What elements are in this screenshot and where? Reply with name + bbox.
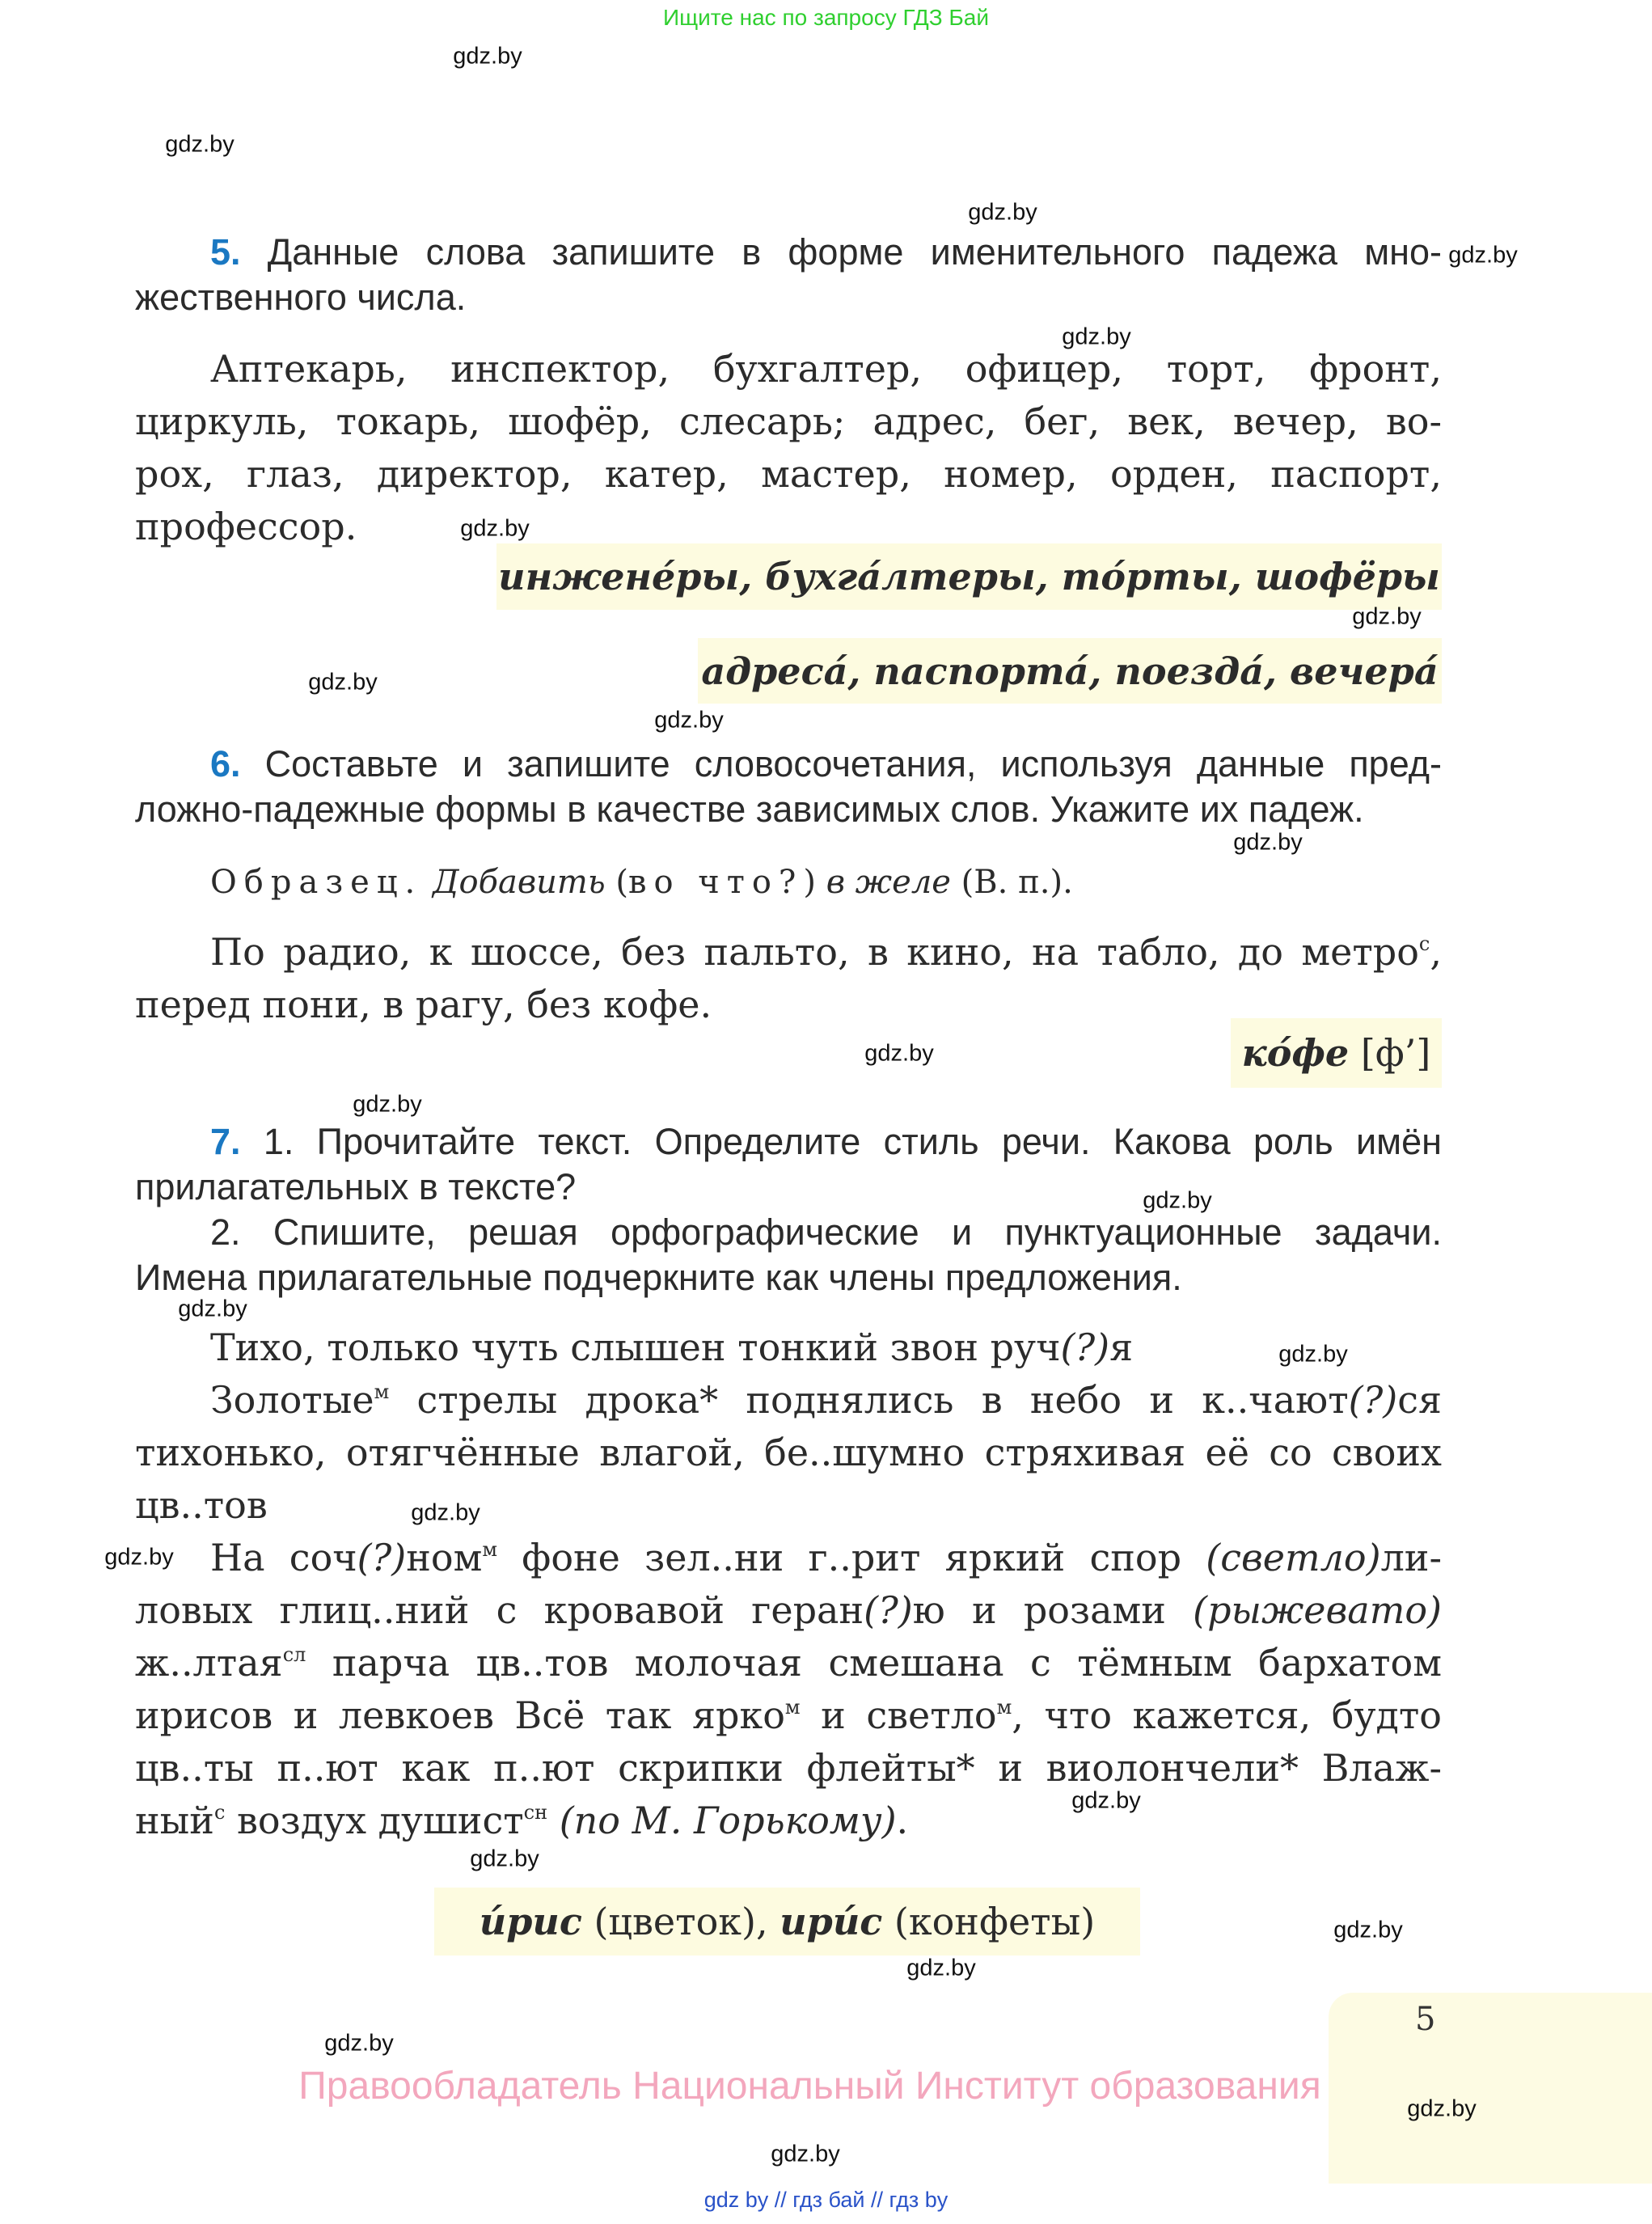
watermark: gdz.by <box>460 515 530 542</box>
text-segment: перед пони, в рагу, без кофе. <box>135 983 712 1026</box>
text-segment: (по М. Горькому) <box>559 1799 897 1842</box>
task-7-text <box>135 1321 1442 1847</box>
superscript-mark: м <box>784 1696 801 1719</box>
watermark: gdz.by <box>453 43 522 70</box>
text-segment: [ф’] <box>1349 1031 1431 1075</box>
text-line <box>135 742 1442 787</box>
task-5-note-2 <box>698 638 1442 704</box>
text-segment: воздух душист <box>225 1799 524 1842</box>
text-segment: стрелы дрока* поднялись в небо и к..чают <box>389 1378 1349 1422</box>
text-segment: цв..тов <box>135 1483 268 1527</box>
text-segment: профессор. <box>135 505 357 548</box>
text-segment: (?) <box>1060 1326 1110 1369</box>
text-segment: (?) <box>357 1536 407 1579</box>
text-segment: ловых глиц..ний с кровавой геран <box>135 1588 864 1632</box>
text-line <box>135 1427 1442 1479</box>
copyright-notice: Правообладатель Национальный Институт образования <box>298 2065 1321 2108</box>
watermark: gdz.by <box>411 1499 480 1526</box>
text-segment: ю и розами <box>912 1588 1194 1632</box>
text-segment: ) <box>803 864 826 901</box>
text-segment: (?) <box>864 1588 913 1632</box>
text-line <box>135 1255 1442 1300</box>
watermark: gdz.by <box>165 131 234 158</box>
text-line <box>135 275 1442 320</box>
text-segment: (В. п.). <box>950 864 1073 901</box>
text-line <box>135 1742 1442 1795</box>
text-segment: ко́фе <box>1241 1031 1350 1075</box>
task-5-note-1 <box>496 543 1442 610</box>
task-5-word-list <box>135 343 1442 553</box>
watermark: gdz.by <box>1448 242 1518 268</box>
text-segment: . <box>896 1799 909 1842</box>
text-segment: (светло) <box>1206 1536 1381 1579</box>
superscript-mark: сн <box>523 1801 548 1824</box>
task-number: 6. <box>210 743 241 784</box>
watermark: gdz.by <box>1062 323 1131 350</box>
watermark: gdz.by <box>654 707 724 734</box>
watermark: gdz.by <box>1071 1787 1141 1814</box>
text-line <box>135 1479 1442 1532</box>
watermark: gdz.by <box>178 1296 247 1322</box>
text-line <box>135 926 1442 979</box>
watermark: gdz.by <box>1407 2095 1477 2122</box>
watermark: gdz.by <box>771 2141 840 2167</box>
watermark: gdz.by <box>864 1040 934 1067</box>
text-segment: ири́с <box>780 1900 883 1943</box>
text-segment: рох, глаз, директор, катер, мастер, номер, орден, паспорт, <box>135 452 1442 496</box>
text-line <box>135 1584 1442 1637</box>
text-line <box>135 1374 1442 1427</box>
watermark: gdz.by <box>1333 1917 1403 1943</box>
task-6-sample <box>135 856 1442 909</box>
page-number-box <box>1329 1993 1652 2184</box>
text-segment: жественного числа. <box>135 277 467 318</box>
text-segment: , что кажется, будто <box>1012 1693 1442 1737</box>
text-segment: Имена прилагательные подчеркните как члены предложения. <box>135 1257 1182 1298</box>
text-segment: цв..ты п..ют как п..ют скрипки флейты* и виолончели* Влаж- <box>135 1746 1442 1790</box>
text-line <box>135 1689 1442 1742</box>
task-number: 5. <box>210 231 241 273</box>
text-segment: Добавить <box>432 864 606 901</box>
text-segment: Данные слова запишите в форме именительного падежа мно- <box>240 231 1442 273</box>
text-line <box>135 1119 1442 1165</box>
bottom-links[interactable]: gdz by // гдз бай // гдз by <box>703 2188 949 2212</box>
text-line <box>135 787 1442 832</box>
superscript-mark: с <box>213 1801 226 1824</box>
watermark: gdz.by <box>906 1955 976 1981</box>
watermark: gdz.by <box>1233 829 1303 856</box>
text-segment: (конфеты) <box>882 1900 1096 1943</box>
text-segment: фоне зел..ни г..рит яркий спор <box>497 1536 1206 1579</box>
text-segment: ный <box>135 1799 214 1842</box>
text-line <box>135 856 1442 909</box>
watermark: gdz.by <box>968 199 1037 226</box>
text-segment: Аптекарь, инспектор, бухгалтер, офицер, торт, фронт, <box>210 347 1442 391</box>
text-segment: и светло <box>800 1693 997 1737</box>
text-segment: ирисов и левкоев Всё так ярко <box>135 1693 785 1737</box>
text-line <box>135 343 1442 395</box>
text-segment: 2. Спишите, решая орфографические и пунктуационные задачи. <box>210 1211 1442 1253</box>
text-line <box>135 1532 1442 1584</box>
task-7-instructions <box>135 1119 1442 1300</box>
superscript-mark: с <box>1418 932 1430 955</box>
text-segment: (цветок), <box>581 1900 780 1943</box>
watermark: gdz.by <box>1352 603 1422 630</box>
task-7-note <box>434 1888 1140 1956</box>
watermark: gdz.by <box>104 1544 174 1571</box>
text-line <box>135 1637 1442 1689</box>
text-segment: 1. Прочитайте текст. Определите стиль речи. Какова роль имён <box>240 1121 1442 1162</box>
watermark: gdz.by <box>470 1846 539 1872</box>
search-banner[interactable]: Ищите нас по запросу ГДЗ Бай <box>662 5 990 30</box>
text-line <box>135 230 1442 275</box>
text-segment <box>422 864 433 901</box>
text-segment: и́рис <box>479 1900 582 1943</box>
text-segment: Золотые <box>210 1378 374 1422</box>
text-segment: прилагательных в тексте? <box>135 1166 577 1207</box>
text-segment: парча цв..тов молочая смешана с тёмным бархатом <box>306 1641 1442 1685</box>
text-segment: ж..лтая <box>135 1641 283 1685</box>
text-segment: (рыжевато) <box>1193 1588 1442 1632</box>
text-line <box>135 1165 1442 1210</box>
text-segment: в желе <box>826 864 951 901</box>
text-segment: Образец. <box>210 864 423 901</box>
task-6-phrases <box>135 926 1442 1031</box>
superscript-mark: м <box>374 1380 390 1403</box>
text-segment: ( <box>605 864 628 901</box>
text-segment: ном <box>406 1536 483 1579</box>
task-number: 7. <box>210 1121 241 1162</box>
text-segment: я <box>1109 1326 1134 1369</box>
text-line <box>135 1321 1442 1374</box>
watermark: gdz.by <box>1143 1187 1212 1214</box>
text-segment: На соч <box>210 1536 357 1579</box>
text-line <box>135 1210 1442 1255</box>
task-6-note <box>1231 1018 1442 1088</box>
task-6-instructions <box>135 742 1442 832</box>
task-5-instructions <box>135 230 1442 320</box>
superscript-mark: сл <box>282 1643 306 1666</box>
text-segment: ли- <box>1380 1536 1442 1579</box>
text-line <box>135 1795 1442 1847</box>
watermark: gdz.by <box>324 2030 394 2057</box>
watermark: gdz.by <box>308 669 378 696</box>
text-segment: По радио, к шоссе, без пальто, в кино, на табло, до метро <box>210 930 1419 974</box>
text-line <box>135 448 1442 501</box>
text-segment: адреса́, паспорта́, поезда́, вечера́ <box>701 649 1439 693</box>
text-segment: инжене́ры, бухга́лтеры, то́рты, шофёры <box>498 555 1440 598</box>
text-segment: Составьте и запишите словосочетания, используя данные пред- <box>240 743 1442 784</box>
text-segment: ложно-падежные формы в качестве зависимых слов. Укажите их падеж. <box>135 789 1364 830</box>
text-segment: во что? <box>627 864 804 901</box>
text-segment: циркуль, токарь, шофёр, слесарь; адрес, бег, век, вечер, во- <box>135 400 1442 443</box>
text-segment <box>547 1799 560 1842</box>
text-segment: (?) <box>1348 1378 1398 1422</box>
text-line <box>135 395 1442 448</box>
text-segment: ся <box>1397 1378 1442 1422</box>
text-segment: , <box>1430 930 1442 974</box>
superscript-mark: м <box>482 1538 498 1561</box>
page-number: 5 <box>1415 2001 1436 2038</box>
text-segment: Тихо, только чуть слышен тонкий звон руч <box>210 1326 1061 1369</box>
superscript-mark: м <box>996 1696 1012 1719</box>
text-segment: тихонько, отягчённые влагой, бе..шумно стряхивая её со своих <box>135 1431 1442 1474</box>
watermark: gdz.by <box>1278 1341 1348 1368</box>
watermark: gdz.by <box>353 1091 422 1118</box>
